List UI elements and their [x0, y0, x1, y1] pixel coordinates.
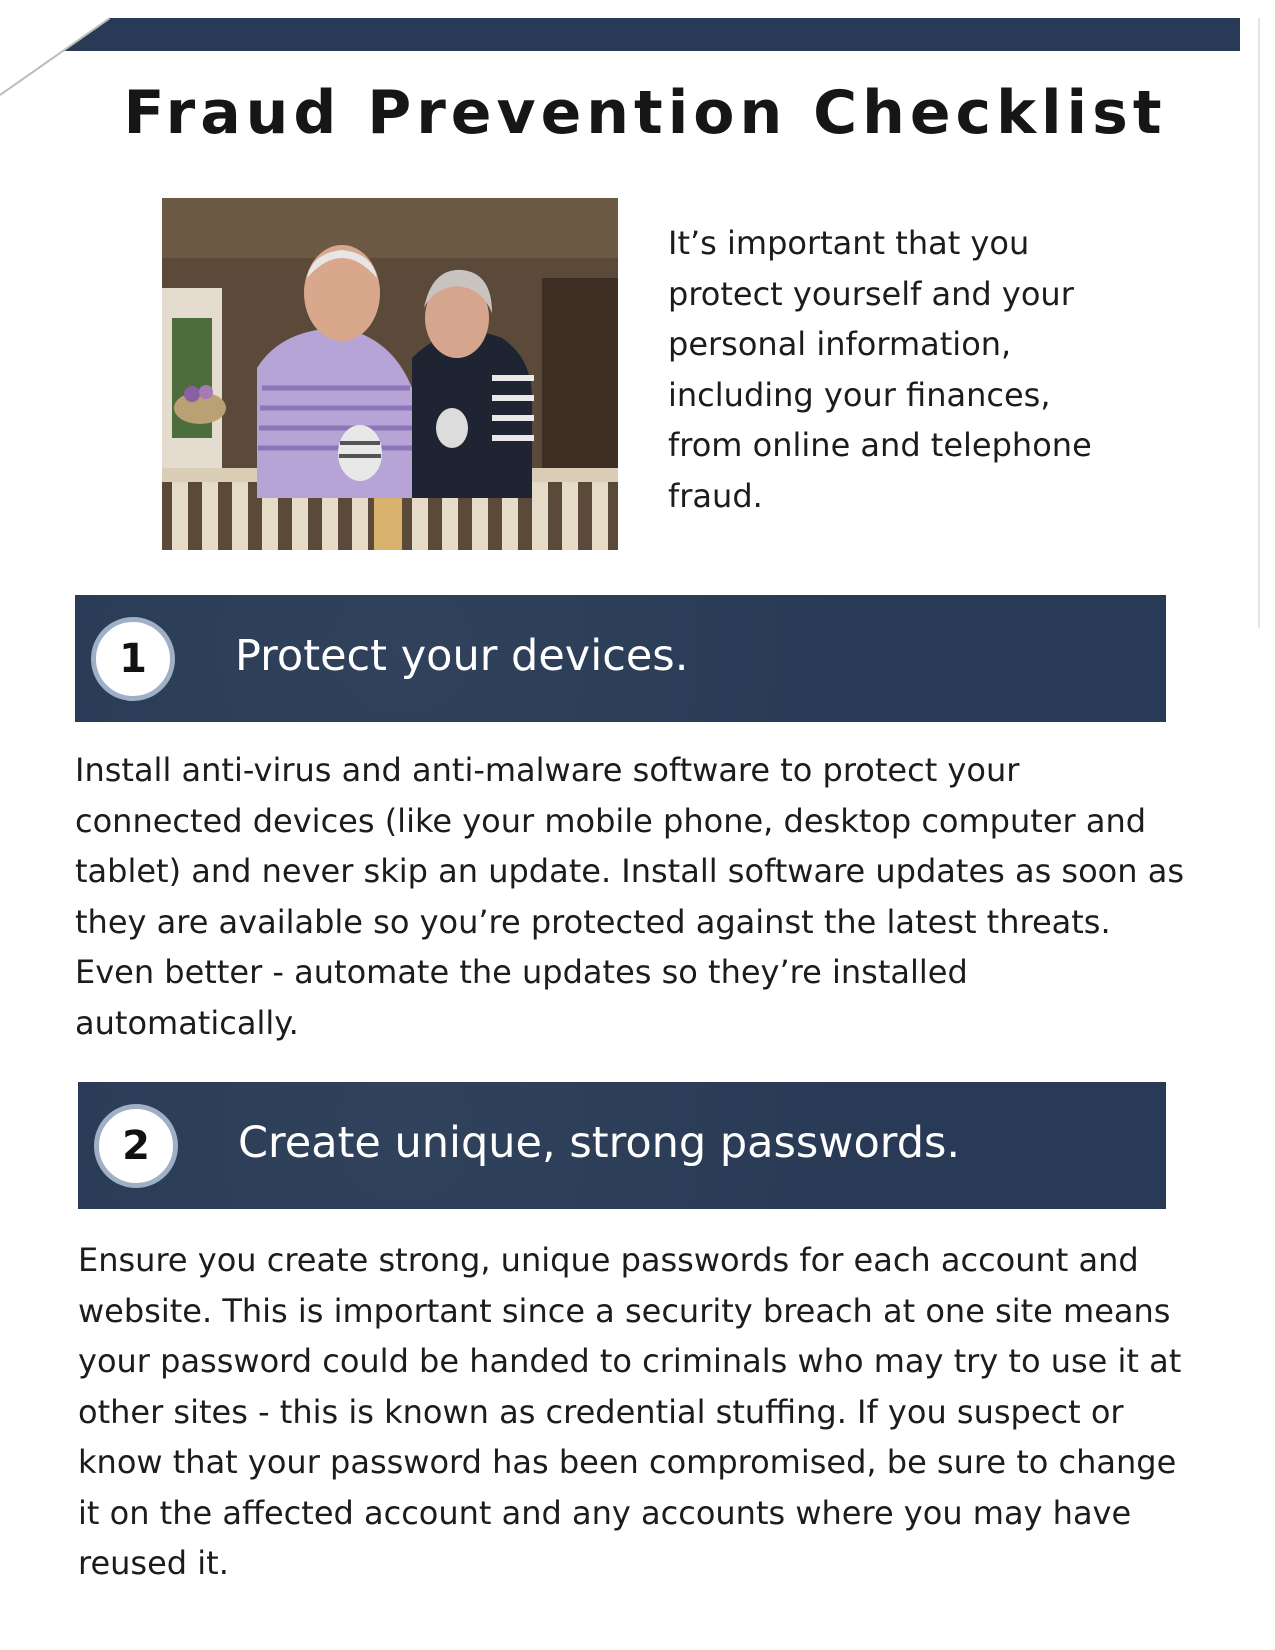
section-2-banner [78, 1082, 1166, 1209]
section-2-body: Ensure you create strong, unique passwords for each account and website. This is important since a security breach at one site means your password could be handed to criminals who may try to use it at other sites - this is known as credential stuffing. If you suspect or know that your password has been compromised, be sure to change it on the affected account and any accounts where you may have reused it. [78, 1241, 1182, 1582]
section-1-number-badge: 1 [91, 617, 175, 701]
page-edge-line [1258, 18, 1260, 628]
section-1-heading: Protect your devices. [235, 631, 689, 681]
section-1-banner [75, 595, 1166, 722]
intro-text: It’s important that you protect yourself and your personal information, including your finances, from online and telephone fraud. [668, 224, 1092, 515]
page-corner-fold [0, 0, 110, 110]
section-2-heading: Create unique, strong passwords. [238, 1118, 961, 1168]
section-2-number-badge: 2 [94, 1104, 178, 1188]
page-title: Fraud Prevention Checklist [123, 78, 1167, 148]
couple-photo [162, 198, 618, 550]
section-1-body: Install anti-virus and anti-malware software to protect your connected devices (like your mobile phone, desktop computer and tablet) and never skip an update. Install software updates as soon as they are available so you’re protected against the latest threats. Even better - automate the updates so they’re installed automatically. [75, 751, 1184, 1042]
header-band [0, 18, 1240, 51]
